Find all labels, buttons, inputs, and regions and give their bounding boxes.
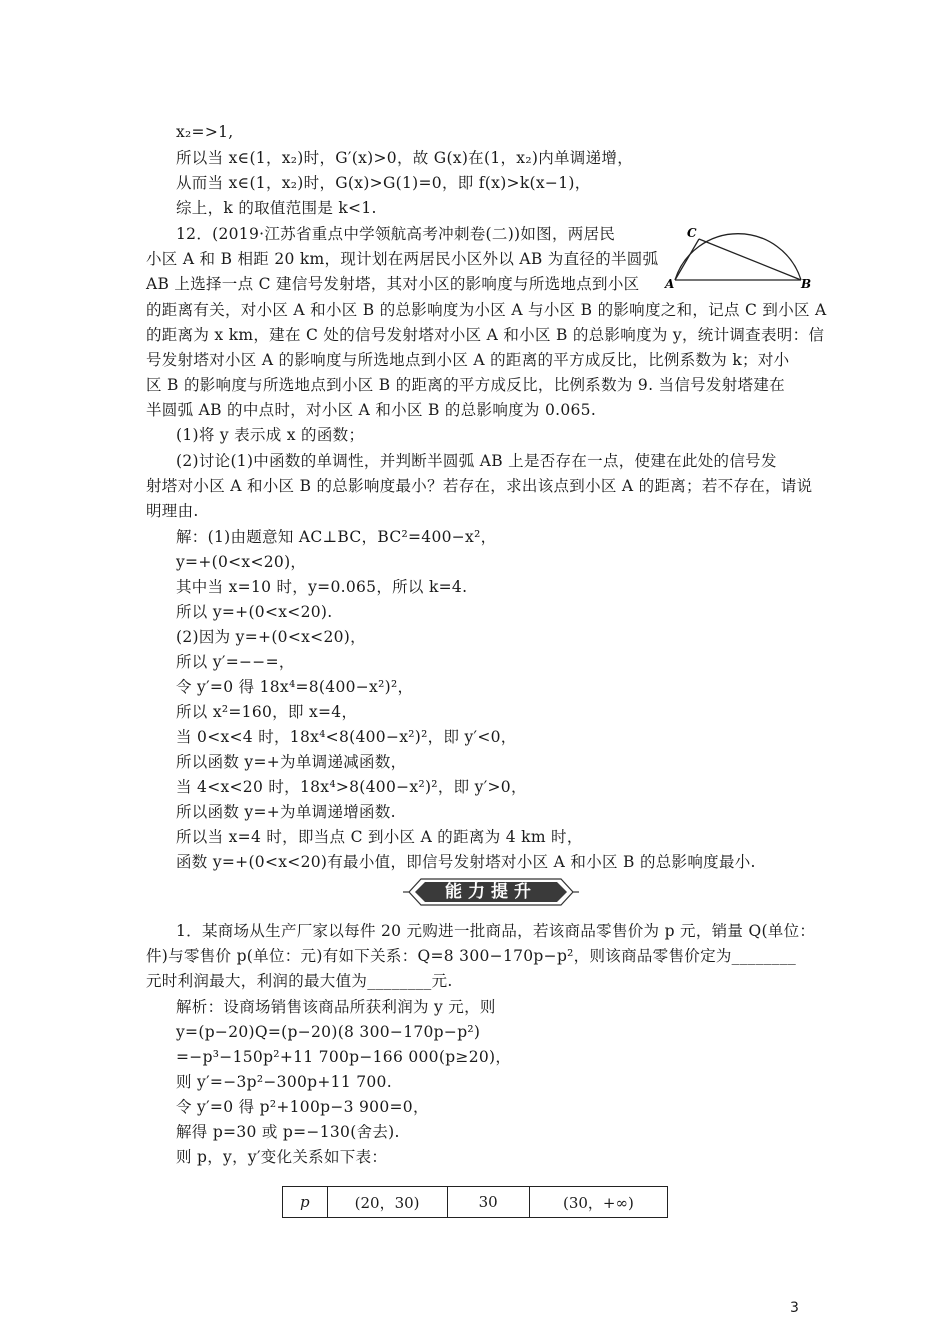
solution-1-line: 解得 p=30 或 p=−130(舍去).: [176, 1123, 400, 1141]
solution-1-line: 令 y′=0 得 p²+100p−3 900=0，: [176, 1098, 429, 1116]
problem-12-line: 12．(2019·江苏省重点中学领航高考冲刺卷(二))如图，两居民: [176, 225, 616, 243]
solution-line: 所以函数 y=+为单调递减函数，: [176, 753, 407, 771]
solution-line: 所以当 x=4 时，即当点 C 到小区 A 的距离为 4 km 时，: [176, 828, 583, 846]
problem-12-line: 区 B 的影响度与所选地点到小区 B 的距离的平方成反比，比例系数为 9. 当信号发射塔建在: [146, 376, 785, 394]
text-line: 从而当 x∈(1，x₂)时，G(x)>G(1)=0，即 f(x)>k(x−1)，: [176, 174, 591, 192]
question-2: (2)讨论(1)中函数的单调性，并判断半圆弧 AB 上是否存在一点，使建在此处的信号发: [176, 452, 777, 470]
table-cell: (30，+∞): [529, 1187, 667, 1218]
problem-12-line: 号发射塔对小区 A 的影响度与所选地点到小区 A 的距离的平方成反比，比例系数为 k；对小: [146, 351, 790, 369]
solution-line: 当 0<x<4 时，18x⁴<8(400−x²)²，即 y′<0，: [176, 728, 517, 746]
question-2-cont: 射塔对小区 A 和小区 B 的总影响度最小？若存在，求出该点到小区 A 的距离；若不存在，请说: [146, 477, 813, 495]
solution-1-line: 则 p，y，y′变化关系如下表：: [176, 1148, 388, 1166]
solution-line: 令 y′=0 得 18x⁴=8(400−x²)²，: [176, 678, 414, 696]
solution-line: 所以函数 y=+为单调递增函数.: [176, 803, 396, 821]
text-line: 综上，k 的取值范围是 k<1.: [176, 199, 377, 217]
solution-1-line: 解析：设商场销售该商品所获利润为 y 元，则: [176, 998, 496, 1016]
solution-1-line: 则 y′=−3p²−300p+11 700.: [176, 1073, 392, 1091]
table-cell: 30: [447, 1187, 529, 1218]
table-cell: p: [283, 1187, 328, 1218]
problem-12-line: 小区 A 和 B 相距 20 km，现计划在两居民小区外以 AB 为直径的半圆弧: [146, 250, 659, 268]
problem-12-line: 半圆弧 AB 的中点时，对小区 A 和小区 B 的总影响度为 0.065.: [146, 401, 597, 419]
problem-12-line: 的距离有关，对小区 A 和小区 B 的总影响度为小区 A 与小区 B 的影响度之和，记点 C 到小区 A: [146, 301, 827, 319]
question-1: (1)将 y 表示成 x 的函数；: [176, 426, 365, 444]
solution-line: 所以 y′=−−=，: [176, 653, 295, 671]
problem-1-line: 元时利润最大，利润的最大值为________元.: [146, 972, 453, 990]
solution-line: (2)因为 y=+(0<x<20)，: [176, 628, 366, 646]
label-c: C: [687, 226, 697, 240]
problem-12-line: AB 上选择一点 C 建信号发射塔，其对小区的影响度与所选地点到小区: [146, 275, 640, 293]
solution-line: 解：(1)由题意知 AC⊥BC，BC²=400−x²，: [176, 528, 497, 546]
solution-line: 当 4<x<20 时，18x⁴>8(400−x²)²，即 y′>0，: [176, 778, 527, 796]
section-banner: [403, 877, 579, 907]
table-cell: (20，30): [327, 1187, 447, 1218]
label-b: B: [801, 277, 812, 291]
problem-1-line: 1．某商场从生产厂家以每件 20 元购进一批商品，若该商品零售价为 p 元，销量 Q(单位：: [176, 922, 816, 940]
label-a: A: [665, 277, 675, 291]
solution-line: 所以 y=+(0<x<20).: [176, 603, 333, 621]
solution-line: y=+(0<x<20)，: [176, 553, 307, 571]
solution-line: 其中当 x=10 时，y=0.065，所以 k=4.: [176, 578, 468, 596]
semicircle-figure: [663, 222, 813, 292]
problem-1-line: 件)与零售价 p(单位：元)有如下关系：Q=8 300−170p−p²，则该商品零售价定为________: [146, 947, 797, 965]
table-row: [283, 1187, 668, 1218]
problem-12-line: 的距离为 x km，建在 C 处的信号发射塔对小区 A 和小区 B 的总影响度为 y，统计调查表明：信: [146, 326, 825, 344]
page-number: 3: [790, 1300, 799, 1316]
variation-table: [282, 1186, 668, 1218]
solution-line: 所以 x²=160，即 x=4，: [176, 703, 358, 721]
text-line: 所以当 x∈(1，x₂)时，G′(x)>0，故 G(x)在(1，x₂)内单调递增，: [176, 149, 633, 167]
solution-1-line: =−p³−150p²+11 700p−166 000(p≥20)，: [176, 1048, 512, 1066]
solution-1-line: y=(p−20)Q=(p−20)(8 300−170p−p²): [176, 1023, 481, 1041]
solution-line: 函数 y=+(0<x<20)有最小值，即信号发射塔对小区 A 和小区 B 的总影响度最小.: [176, 853, 756, 871]
banner-label: 能力提升: [445, 882, 537, 902]
question-2-cont: 明理由.: [146, 502, 199, 520]
text-line: x₂=>1,: [176, 123, 234, 141]
